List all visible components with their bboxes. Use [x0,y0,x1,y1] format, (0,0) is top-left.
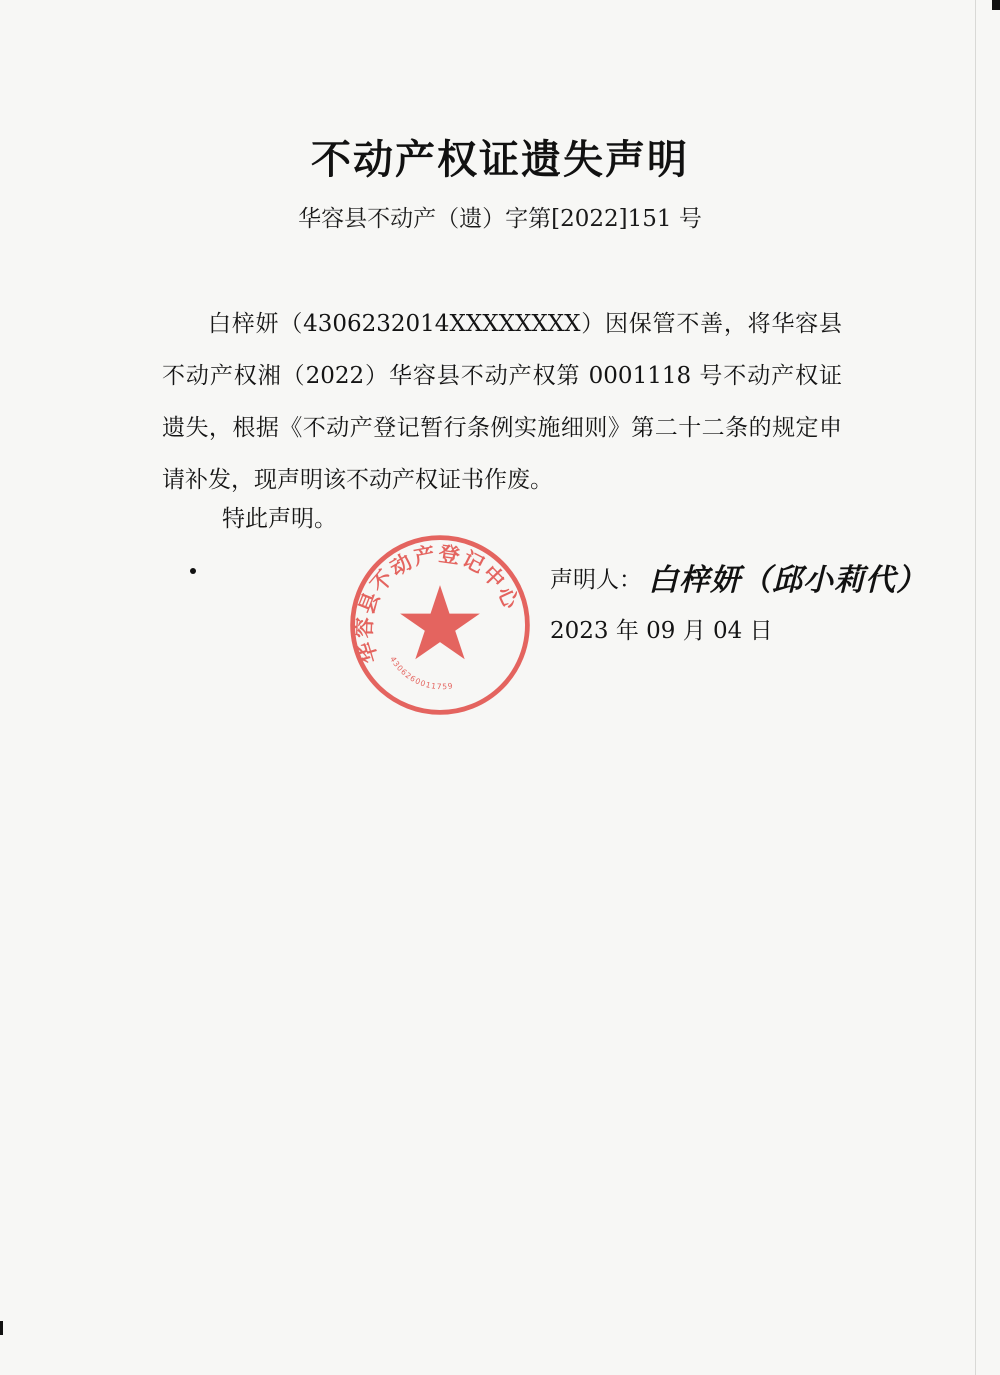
declaration-body: 白梓妍（4306232014XXXXXXXX）因保管不善，将华容县不动产权湘（2022）华容县不动产权第 0001118 号不动产权证遗失，根据《不动产登记暂行条例实施细则》第二十二条的规定申请补发，现声明该不动产权证书作废。 [162,311,842,493]
declaration-date: 2023 年 09 月 04 日 [550,618,773,644]
document-title: 不动产权证遗失声明 [311,137,689,183]
official-seal [345,530,535,720]
closing-line: 特此声明。 [222,506,337,532]
scan-corner-mark-bottom [0,1321,3,1335]
document-number: 华容县不动产（遗）字第[2022]151 号 [298,206,702,232]
scan-dot [190,568,196,574]
handwritten-signature: 白梓妍（邱小莉代） [648,563,927,598]
declarant-label: 声明人： [550,566,642,593]
seal-code: 4306260011759 [388,654,455,692]
star-icon [400,585,480,659]
seal-text: 华容县不动产登记中心 [351,541,524,666]
scan-corner-mark [992,0,1000,10]
declarant-row [550,555,927,599]
